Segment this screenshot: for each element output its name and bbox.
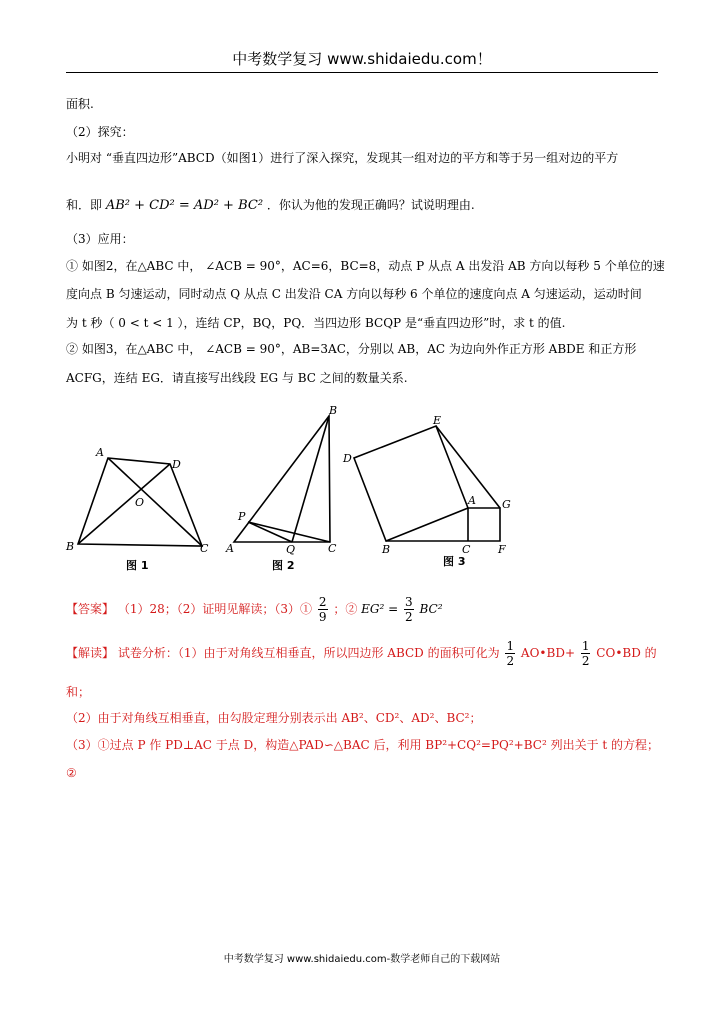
text-line: （2）探究： — [66, 125, 134, 139]
fig2-label-a: A — [226, 542, 234, 555]
fraction — [581, 639, 591, 668]
page-header: 中考数学复习 www.shidaiedu.com！ — [232, 50, 492, 68]
fraction-denominator: 2 — [405, 610, 413, 624]
text-line: ① 如图2，在△ABC 中， ∠ACB = 90°，AC=6，BC=8，动点 P 从点 A 出发沿 AB 方向以每秒 5 个单位的速 — [66, 259, 665, 273]
solution-text: AO•BD+ — [520, 646, 575, 660]
solution-text: 试卷分析：（1）由于对角线互相垂直，所以四边形 ABCD 的面积可化为 — [117, 646, 500, 660]
fraction-numerator: 1 — [581, 639, 590, 653]
solution-line-5: ② — [66, 766, 77, 780]
text-line: 小明对 “垂直四边形”ABCD（如图1）进行了深入探究，发现其一组对边的平方和等于另一组对边的平方 — [66, 151, 619, 165]
solution-text: CO•BD 的 — [596, 646, 657, 660]
fig1-label-a: A — [96, 446, 104, 459]
figure-2 — [222, 400, 352, 560]
solution-tag: 【解读】 — [66, 646, 115, 660]
fig3-label-e: E — [433, 414, 442, 427]
text-line-formula — [66, 197, 475, 214]
answer-eg-lhs: EG² = — [361, 602, 399, 616]
page-footer: 中考数学复习 www.shidaiedu.com-数学老师自己的下载网站 — [223, 954, 501, 965]
fraction-denominator: 9 — [318, 610, 327, 624]
fig3-label-a: A — [468, 494, 476, 507]
formula: AB² + CD² = AD² + BC² — [105, 198, 264, 213]
figure-1-caption: 图 1 — [126, 559, 149, 572]
fig3-label-c: C — [462, 543, 471, 556]
text-line: 度向点 B 匀速运动，同时动点 Q 从点 C 出发沿 CA 方向以每秒 6 个单位的速度向点 A 匀速运动，运动时间 — [66, 287, 642, 301]
fraction-denominator: 2 — [506, 654, 515, 668]
figure-1 — [62, 440, 222, 555]
fraction-numerator: 2 — [318, 595, 327, 609]
fig1-label-o: O — [135, 496, 145, 509]
fraction — [318, 595, 328, 624]
text-fragment: 和．即 — [66, 198, 103, 212]
fraction-denominator: 2 — [581, 654, 590, 668]
fraction-numerator: 3 — [405, 595, 413, 609]
text-line: ② 如图3，在△ABC 中， ∠ACB = 90°，AB=3AC，分别以 AB，AC 为边向外作正方形 ABDE 和正方形 — [66, 342, 637, 356]
fig1-label-d: D — [172, 458, 181, 471]
answer-line — [66, 594, 443, 624]
solution-line-3: （2）由于对角线互相垂直，由勾股定理分别表示出 AB²、CD²、AD²、BC²； — [66, 711, 482, 725]
header-rule — [66, 72, 658, 73]
solution-line-2: 和； — [66, 685, 91, 699]
fig1-label-b: B — [66, 540, 75, 553]
fraction — [505, 639, 515, 668]
fraction — [404, 595, 414, 624]
solution-line-4: （3）①过点 P 作 PD⊥AC 于点 D，构造△PAD∽△BAC 后，利用 BP²+CQ²=PQ²+BC² 列出关于 t 的方程； — [66, 738, 660, 752]
fraction-numerator: 1 — [506, 639, 515, 653]
fig2-label-b: B — [329, 404, 338, 417]
answer-part2: ；② — [333, 602, 358, 616]
text-line: 面积. — [66, 97, 94, 111]
fig3-label-g: G — [502, 498, 511, 511]
text-fragment: ．你认为他的发现正确吗？试说明理由. — [266, 198, 475, 212]
text-line: 为 t 秒（ 0 < t < 1 ），连结 CP，BQ，PQ．当四边形 BCQP 是“垂直四边形”时，求 t 的值. — [66, 316, 566, 330]
fig3-label-d: D — [343, 452, 352, 465]
answer-eg-rhs: BC² — [419, 602, 443, 616]
text-line: ACFG，连结 EG．请直接写出线段 EG 与 BC 之间的数量关系. — [66, 371, 408, 385]
solution-line-1 — [66, 638, 657, 668]
fig1-label-c: C — [200, 542, 209, 555]
figure-3 — [340, 412, 520, 557]
answer-tag: 【答案】 — [66, 602, 115, 616]
fig2-label-q: Q — [286, 543, 296, 556]
fig3-label-b: B — [382, 543, 391, 556]
fig3-label-f: F — [498, 543, 506, 556]
answer-part1: （1）28；（2）证明见解读；（3）① — [117, 602, 313, 616]
fig2-label-p: P — [238, 510, 246, 523]
figure-2-caption: 图 2 — [272, 559, 295, 572]
text-line: （3）应用： — [66, 232, 134, 246]
figure-3-caption: 图 3 — [443, 555, 466, 568]
fig2-label-c: C — [328, 542, 337, 555]
